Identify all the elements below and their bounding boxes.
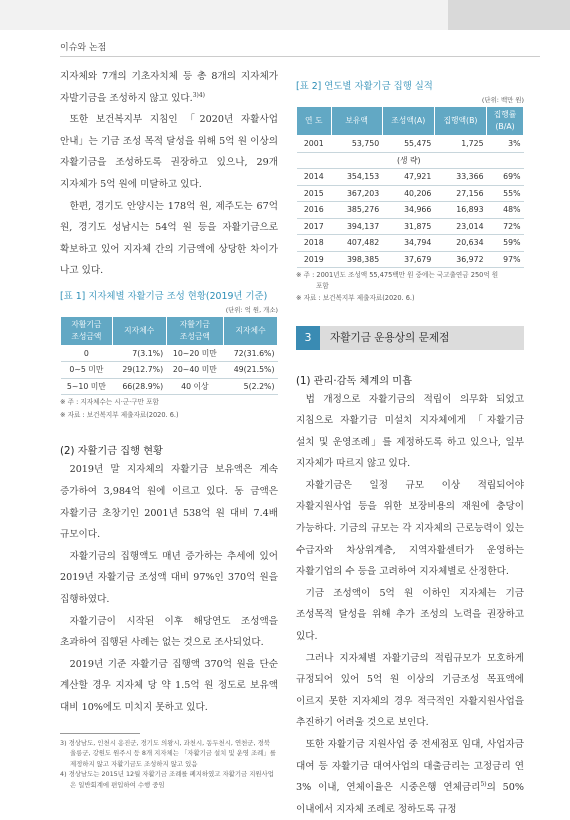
table-row bbox=[61, 378, 278, 395]
table-cell: 2001 bbox=[297, 136, 332, 153]
table1-header: 지자체수 bbox=[112, 316, 166, 345]
left-subheading: (2) 자활기금 집행 현황 bbox=[60, 446, 163, 458]
table-cell: 5(2.2%) bbox=[224, 378, 278, 395]
table-row bbox=[297, 218, 524, 235]
table-cell: 72% bbox=[487, 218, 524, 235]
table-cell: 407,482 bbox=[331, 235, 382, 252]
section-number: 3 bbox=[296, 326, 320, 350]
table-row bbox=[297, 169, 524, 186]
table-cell: 48% bbox=[487, 202, 524, 219]
footnote-ref[interactable]: 5) bbox=[480, 781, 487, 788]
table1 bbox=[60, 316, 278, 396]
table2-caption: [표 2] 연도별 자활기금 집행 실적 bbox=[296, 81, 433, 92]
table2-source: ※ 자료 : 보건복지부 제출자료(2020. 6.) bbox=[296, 294, 415, 302]
right-subheading: (1) 관리·감독 체계의 미흡 bbox=[296, 375, 412, 387]
right-paragraph-4: 그러나 지자체별 자활기금의 적립규모가 모호하게 규정되어 있어 5억 원 이상의 기금조성 목표액에 이르지 못한 지자체의 경우 적극적인 자활지원사업을 추진하기 어려울 것으로 보인다. bbox=[296, 652, 524, 729]
table-cell: 367,203 bbox=[331, 185, 382, 202]
table2-header: 보유액 bbox=[331, 107, 382, 136]
table-cell: 385,276 bbox=[331, 202, 382, 219]
table1-caption: [표 1] 지자체별 자활기금 조성 현황(2019년 기준) bbox=[60, 290, 268, 302]
table-cell: 31,875 bbox=[382, 218, 434, 235]
table1-source: ※ 자료 : 보건복지부 제출자료(2020. 6.) bbox=[60, 410, 179, 419]
table-cell: 20,634 bbox=[434, 235, 486, 252]
section-title: 자활기금 운용상의 문제점 bbox=[330, 332, 450, 344]
table2-header: 집행률 (B/A) bbox=[487, 107, 524, 136]
omitted-row: (생 략) bbox=[331, 152, 487, 169]
table2-unit: (단위: 백만 원) bbox=[481, 96, 524, 104]
table-row bbox=[297, 235, 524, 252]
table-cell: 2017 bbox=[297, 218, 332, 235]
section-heading bbox=[296, 326, 524, 350]
table-cell: 33,366 bbox=[434, 169, 486, 186]
table-cell: 0~5 미만 bbox=[61, 362, 113, 379]
table-cell: 2015 bbox=[297, 185, 332, 202]
table-cell: 394,137 bbox=[331, 218, 382, 235]
table-cell: 40,206 bbox=[382, 185, 434, 202]
table-row bbox=[61, 345, 278, 362]
left-paragraph-7: 2019년 기준 자활기금 집행액 370억 원을 단순 계산할 경우 지자체 당 약 1.5억 원 정도로 보유액 대비 10%에도 미치지 못하고 있다. bbox=[60, 658, 278, 713]
footnote-ref[interactable]: 3)4) bbox=[192, 91, 206, 99]
table-cell: 2016 bbox=[297, 202, 332, 219]
table-cell: 2019 bbox=[297, 251, 332, 268]
table2-note: ※ 주 : 2001년도 조성액 55,475백만 원 중에는 국고출연금 250억 원 bbox=[296, 271, 499, 279]
table-row bbox=[61, 362, 278, 379]
table2-header: 연 도 bbox=[297, 107, 332, 136]
table-cell: 72(31.6%) bbox=[224, 345, 278, 362]
left-paragraph-3: 한편, 경기도 안양시는 178억 원, 제주도는 67억 원, 경기도 성남시는 54억 원 등을 자활기금으로 확보하고 있어 지자체 간의 기금액에 상당한 차이가 나고 있다. bbox=[60, 200, 278, 277]
table2-note-cont: 포함 bbox=[316, 281, 329, 290]
table-cell: 16,893 bbox=[434, 202, 486, 219]
table-cell: 0 bbox=[61, 345, 113, 362]
table-cell: 23,014 bbox=[434, 218, 486, 235]
table-cell: 53,750 bbox=[331, 136, 382, 153]
table1-header: 자활기금 조성금액 bbox=[61, 316, 113, 345]
top-band-tab bbox=[448, 0, 570, 30]
table-cell: 29(12.7%) bbox=[112, 362, 166, 379]
table-cell: 55,475 bbox=[382, 136, 434, 153]
table-cell: 20~40 미만 bbox=[166, 362, 223, 379]
table-cell: 66(28.9%) bbox=[112, 378, 166, 395]
left-paragraph-2: 또한 보건복지부 지침인 「2020년 자활사업 안내」는 기금 조성 목적 달성을 위해 5억 원 이상의 자활기금을 조성하도록 권장하고 있으나, 29개 지자체가 5억 원에 미달하고 있다. bbox=[60, 114, 278, 190]
table1-header: 자활기금 조성금액 bbox=[166, 316, 223, 345]
table1-unit: (단위: 억 원, 개소) bbox=[225, 305, 278, 314]
table-cell: 3% bbox=[487, 136, 524, 153]
table-cell: 34,966 bbox=[382, 202, 434, 219]
left-paragraph-5: 자활기금의 집행액도 매년 증가하는 추세에 있어 2019년 자활기금 조성액 대비 97%인 370억 원을 집행하였다. bbox=[60, 550, 278, 605]
table-cell: 40 이상 bbox=[166, 378, 223, 395]
table-cell: 49(21.5%) bbox=[224, 362, 278, 379]
right-column bbox=[296, 66, 524, 820]
table2 bbox=[296, 106, 524, 268]
table-cell: 55% bbox=[487, 185, 524, 202]
running-header: 이슈와 논점 bbox=[60, 43, 107, 53]
footnote-3: 3) 경상남도, 인천시 옹진군, 경기도 의왕시, 과천시, 동두천시, 연천군, 경북 울릉군, 강원도 원주시 등 8개 지자체는 「자활기금 설치 및 운영 조례」를 제정하지 않고 자활기금도 조성하지 않고 있음 bbox=[60, 738, 276, 768]
table1-header: 지자체수 bbox=[224, 316, 278, 345]
left-paragraph-6: 자활기금이 시작된 이후 해당연도 조성액을 초과하여 집행된 사례는 없는 것으로 조사되었다. bbox=[60, 615, 278, 649]
table-cell: 2018 bbox=[297, 235, 332, 252]
table-cell: 37,679 bbox=[382, 251, 434, 268]
table-cell: 36,972 bbox=[434, 251, 486, 268]
table-row bbox=[297, 152, 524, 169]
table2-header: 집행액(B) bbox=[434, 107, 486, 136]
right-paragraph-1: 법 개정으로 자활기금의 적립이 의무화 되었고 지침으로 자활기금 미설치 지자체에게 「자활기금 설치 및 운영조례」를 제정하도록 하고 있으나, 일부 지자체가 따르지 않고 있다. bbox=[296, 393, 524, 470]
table-cell bbox=[487, 152, 524, 169]
table-cell: 1,725 bbox=[434, 136, 486, 153]
table-cell: 398,385 bbox=[331, 251, 382, 268]
table-row bbox=[297, 136, 524, 153]
left-column bbox=[60, 66, 278, 791]
table-cell: 69% bbox=[487, 169, 524, 186]
table-cell: 34,794 bbox=[382, 235, 434, 252]
table2-header: 조성액(A) bbox=[382, 107, 434, 136]
table-cell: 2014 bbox=[297, 169, 332, 186]
table-row bbox=[297, 251, 524, 268]
left-paragraph-1: 지자체와 7개의 기초자치체 등 총 8개의 지자체가 자발기금을 조성하지 않고 있다.$^{3)4)}$ bbox=[60, 71, 278, 104]
footnote-rule bbox=[60, 733, 140, 734]
table-cell: 5~10 미만 bbox=[61, 378, 113, 395]
table-row bbox=[297, 185, 524, 202]
table1-note: ※ 주 : 지자체수는 시·군·구만 포함 bbox=[60, 398, 159, 407]
table-cell: 7(3.1%) bbox=[112, 345, 166, 362]
header-rule bbox=[60, 56, 540, 57]
table-cell bbox=[297, 152, 332, 169]
right-paragraph-3: 기금 조성액이 5억 원 이하인 지자체는 기금 조성목적 달성을 위해 추가 조성의 노력을 권장하고 있다. bbox=[296, 587, 524, 643]
table-cell: 27,156 bbox=[434, 185, 486, 202]
right-paragraph-2: 자활기금은 일정 규모 이상 적립되어야 자활지원사업 등을 위한 보장비용의 재원에 충당이 가능하다. 기금의 규모는 각 지자체의 근로능력이 있는 수급자와 차상위계층, 지역자활센터가 운영하는 자활기업의 수 등을 고려하여 지자체별로 산정한다. bbox=[296, 479, 524, 578]
table-cell: 47,921 bbox=[382, 169, 434, 186]
table-cell: 59% bbox=[487, 235, 524, 252]
table-row bbox=[297, 202, 524, 219]
footnote-4: 4) 경상남도는 2015년 12월 자활기금 조례를 폐지하였고 자활기금 지원사업은 일반회계에 편입하여 수행 중임 bbox=[60, 770, 274, 789]
table-cell: 10~20 미만 bbox=[166, 345, 223, 362]
right-paragraph-5: 또한 자활기금 지원사업 중 전세점포 임대, 사업자금 대여 등 자활기금 대여사업의 대출금리는 고정금리 연 3% 이내, 연체이율은 시중은행 연체금리$^{5)}$의 50% 이내에서 지자체 조례로 정하도록 규정 bbox=[296, 739, 524, 815]
left-paragraph-4: 2019년 말 지자체의 자활기금 보유액은 계속 증가하여 3,984억 원에 이르고 있다. 동 금액은 자활기금 초창기인 2001년 538억 원 대비 7.4배 규모이다. bbox=[60, 464, 278, 541]
table-cell: 97% bbox=[487, 251, 524, 268]
table-cell: 354,153 bbox=[331, 169, 382, 186]
